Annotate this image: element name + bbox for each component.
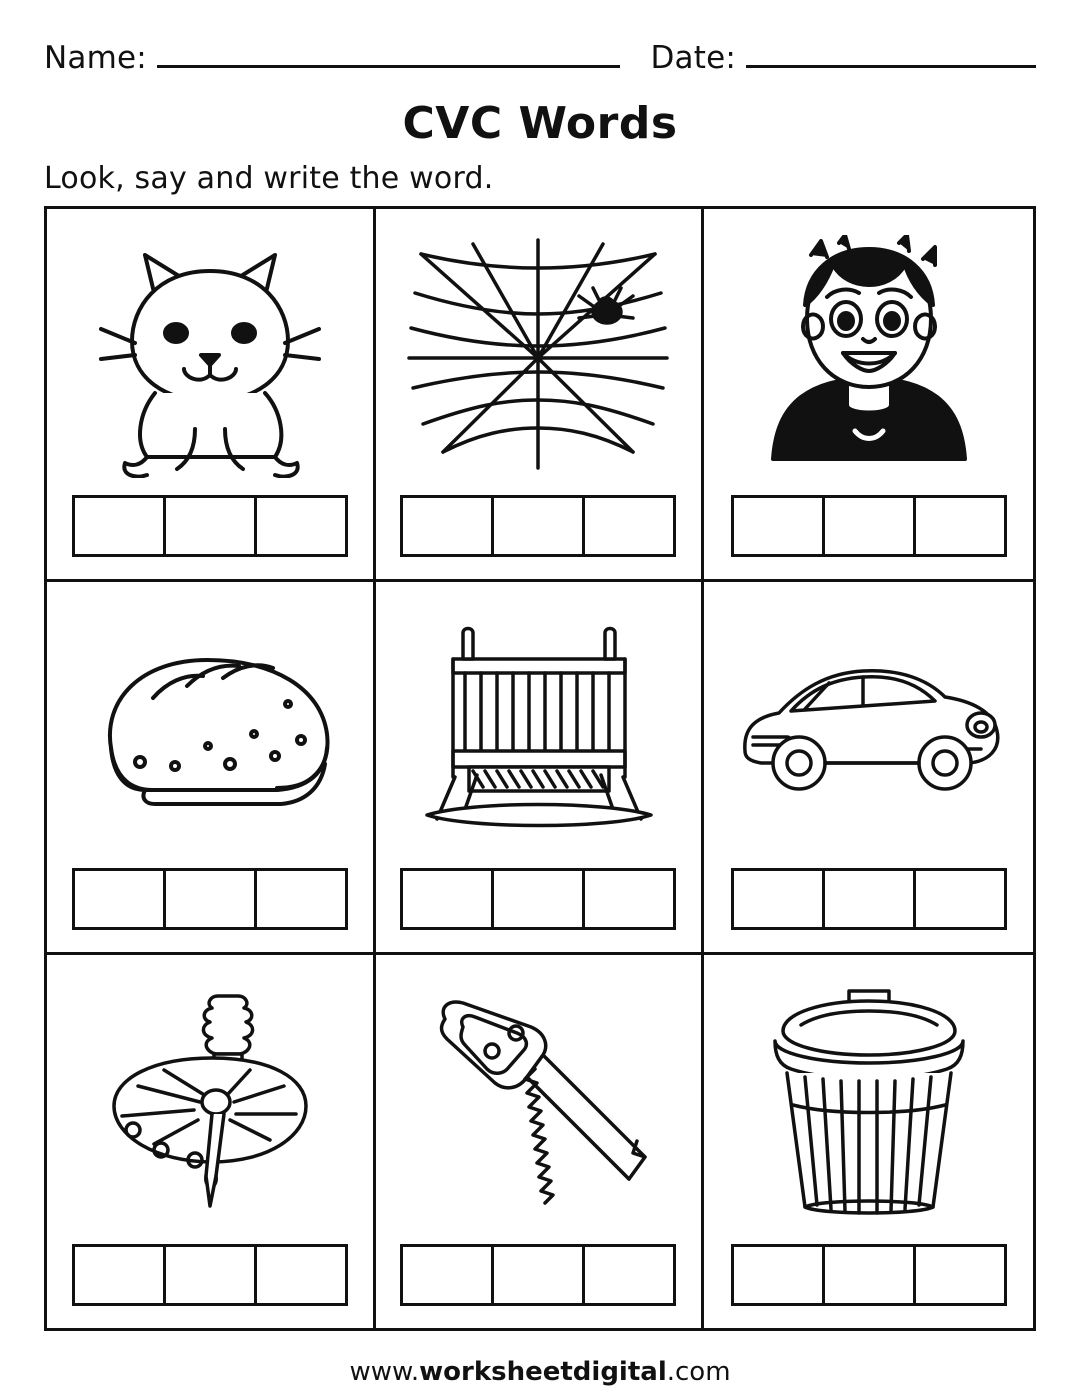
answer-box[interactable] — [822, 1244, 916, 1306]
answer-box[interactable] — [400, 1244, 494, 1306]
answer-boxes — [400, 868, 676, 930]
name-write-line[interactable] — [157, 65, 621, 68]
worksheet-cell-saw — [376, 955, 705, 1328]
answer-box[interactable] — [491, 868, 585, 930]
answer-box[interactable] — [731, 495, 825, 557]
answer-boxes — [72, 495, 348, 557]
worksheet-cell-web — [376, 209, 705, 582]
footer-website — [44, 1357, 1036, 1387]
boy-icon — [704, 215, 1033, 495]
answer-boxes — [731, 495, 1007, 557]
bread-loaf-icon — [47, 588, 373, 868]
answer-box[interactable] — [72, 495, 166, 557]
answer-box[interactable] — [400, 868, 494, 930]
worksheet-cell-cat — [47, 209, 376, 582]
worksheet-cell-boy — [704, 209, 1033, 582]
answer-box[interactable] — [913, 1244, 1007, 1306]
answer-boxes — [72, 1244, 348, 1306]
answer-box[interactable] — [163, 868, 257, 930]
trash-can-icon — [704, 961, 1033, 1244]
worksheet-cell-bun — [47, 582, 376, 955]
worksheet-cell-cot — [376, 582, 705, 955]
worksheet-cell-bin — [704, 955, 1033, 1328]
answer-box[interactable] — [72, 1244, 166, 1306]
spinning-top-icon — [47, 961, 373, 1244]
answer-box[interactable] — [731, 868, 825, 930]
answer-boxes — [400, 1244, 676, 1306]
answer-boxes — [400, 495, 676, 557]
spider-web-icon — [376, 215, 702, 495]
answer-box[interactable] — [254, 868, 348, 930]
worksheet-cell-top — [47, 955, 376, 1328]
saw-icon — [376, 961, 702, 1244]
answer-box[interactable] — [913, 868, 1007, 930]
page-title: CVC Words — [402, 98, 678, 149]
answer-boxes — [72, 868, 348, 930]
answer-box[interactable] — [822, 495, 916, 557]
answer-box[interactable] — [582, 1244, 676, 1306]
answer-boxes — [731, 868, 1007, 930]
car-icon — [704, 588, 1033, 868]
answer-boxes — [731, 1244, 1007, 1306]
date-write-line[interactable] — [746, 65, 1036, 68]
name-date-row — [44, 0, 1036, 76]
footer-prefix: www. — [349, 1357, 420, 1387]
answer-box[interactable] — [582, 495, 676, 557]
worksheet-cell-car — [704, 582, 1033, 955]
footer-suffix: .com — [666, 1357, 731, 1387]
answer-box[interactable] — [254, 495, 348, 557]
answer-box[interactable] — [582, 868, 676, 930]
answer-box[interactable] — [913, 495, 1007, 557]
date-label: Date: — [650, 40, 736, 76]
name-label: Name: — [44, 40, 147, 76]
answer-box[interactable] — [822, 868, 916, 930]
answer-box[interactable] — [731, 1244, 825, 1306]
answer-box[interactable] — [163, 1244, 257, 1306]
crib-icon — [376, 588, 702, 868]
answer-box[interactable] — [72, 868, 166, 930]
instructions: Look, say and write the word. — [44, 161, 494, 196]
answer-box[interactable] — [400, 495, 494, 557]
worksheet-grid — [44, 206, 1036, 1331]
answer-box[interactable] — [491, 495, 585, 557]
cat-icon — [47, 215, 373, 495]
answer-box[interactable] — [163, 495, 257, 557]
answer-box[interactable] — [254, 1244, 348, 1306]
footer-brand: worksheetdigital — [419, 1357, 667, 1387]
answer-box[interactable] — [491, 1244, 585, 1306]
